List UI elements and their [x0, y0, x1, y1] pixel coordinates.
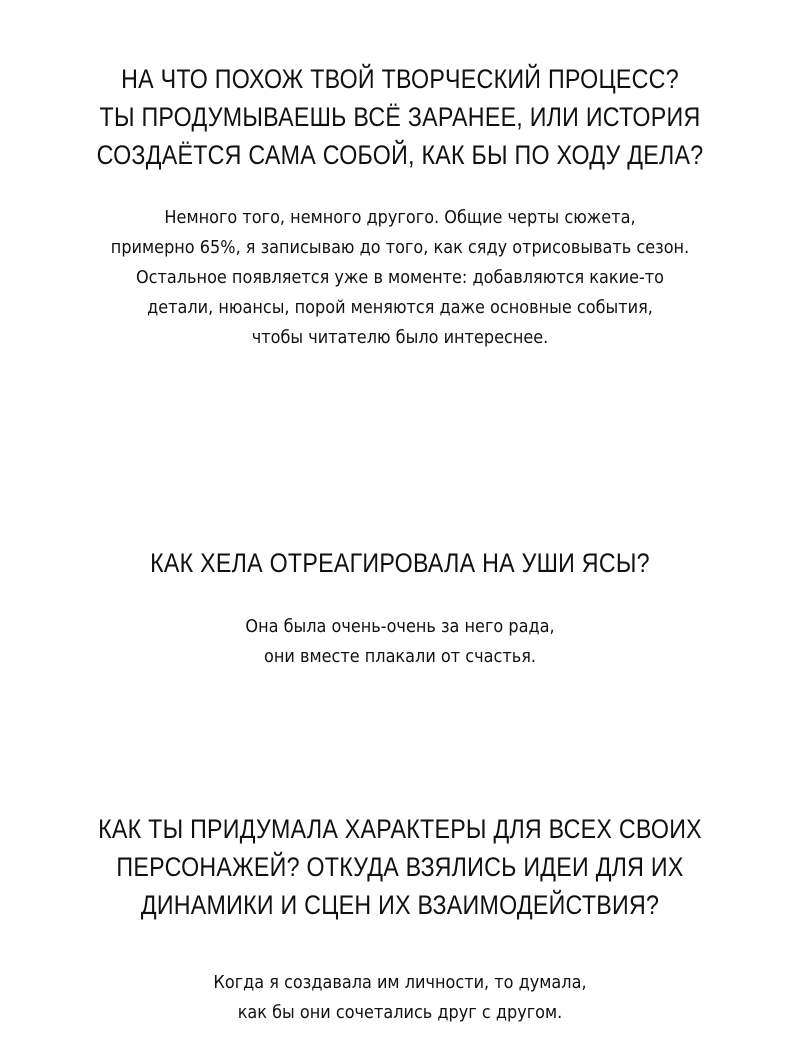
- question-1-text: [56, 60, 744, 174]
- question-1-line-1: НА ЧТО ПОХОЖ ТВОЙ ТВОРЧЕСКИЙ ПРОЦЕСС?: [121, 64, 679, 94]
- question-1-line-3: СОЗДАЁТСЯ САМА СОБОЙ, КАК БЫ ПО ХОДУ ДЕЛА?: [96, 140, 704, 170]
- answer-3-text: [32, 968, 768, 1028]
- answer-2: [0, 612, 800, 672]
- answer-1-line-3: Остальное появляется уже в моменте: добавляются какие-то: [135, 268, 665, 288]
- answer-1-line-1: Немного того, немного другого. Общие черты сюжета,: [164, 208, 636, 228]
- answer-1-line-2: примерно 65%, я записываю до того, как сяду отрисовывать сезон.: [110, 238, 690, 258]
- question-2-text: [56, 544, 744, 582]
- answer-1-text: [32, 203, 768, 353]
- answer-3-line-1: Когда я создавала им личности, то думала,: [213, 973, 587, 993]
- answer-3-line-2: как бы они сочетались друг с другом.: [237, 1003, 563, 1023]
- answer-1-line-4: детали, нюансы, порой меняются даже основные события,: [147, 298, 653, 318]
- answer-2-line-2: они вместе плакали от счастья.: [263, 647, 537, 667]
- question-3-line-2: ПЕРСОНАЖЕЙ? ОТКУДА ВЗЯЛИСЬ ИДЕИ ДЛЯ ИХ: [116, 852, 684, 882]
- question-3: [0, 810, 800, 924]
- answer-2-text: [32, 612, 768, 672]
- question-1-line-2: ТЫ ПРОДУМЫВАЕШЬ ВСЁ ЗАРАНЕЕ, ИЛИ ИСТОРИЯ: [99, 102, 701, 132]
- answer-2-line-1: Она была очень-очень за него рада,: [245, 617, 555, 637]
- answer-1-line-5: чтобы читателю было интереснее.: [251, 328, 549, 348]
- question-2-line-1: КАК ХЕЛА ОТРЕАГИРОВАЛА НА УШИ ЯСЫ?: [150, 548, 650, 578]
- question-3-line-1: КАК ТЫ ПРИДУМАЛА ХАРАКТЕРЫ ДЛЯ ВСЕХ СВОИХ: [98, 814, 702, 844]
- answer-1: [0, 203, 800, 353]
- question-1: [0, 60, 800, 174]
- question-3-line-3: ДИНАМИКИ И СЦЕН ИХ ВЗАИМОДЕЙСТВИЯ?: [140, 890, 660, 920]
- question-2: [0, 544, 800, 582]
- question-3-text: [56, 810, 744, 924]
- answer-3: [0, 968, 800, 1028]
